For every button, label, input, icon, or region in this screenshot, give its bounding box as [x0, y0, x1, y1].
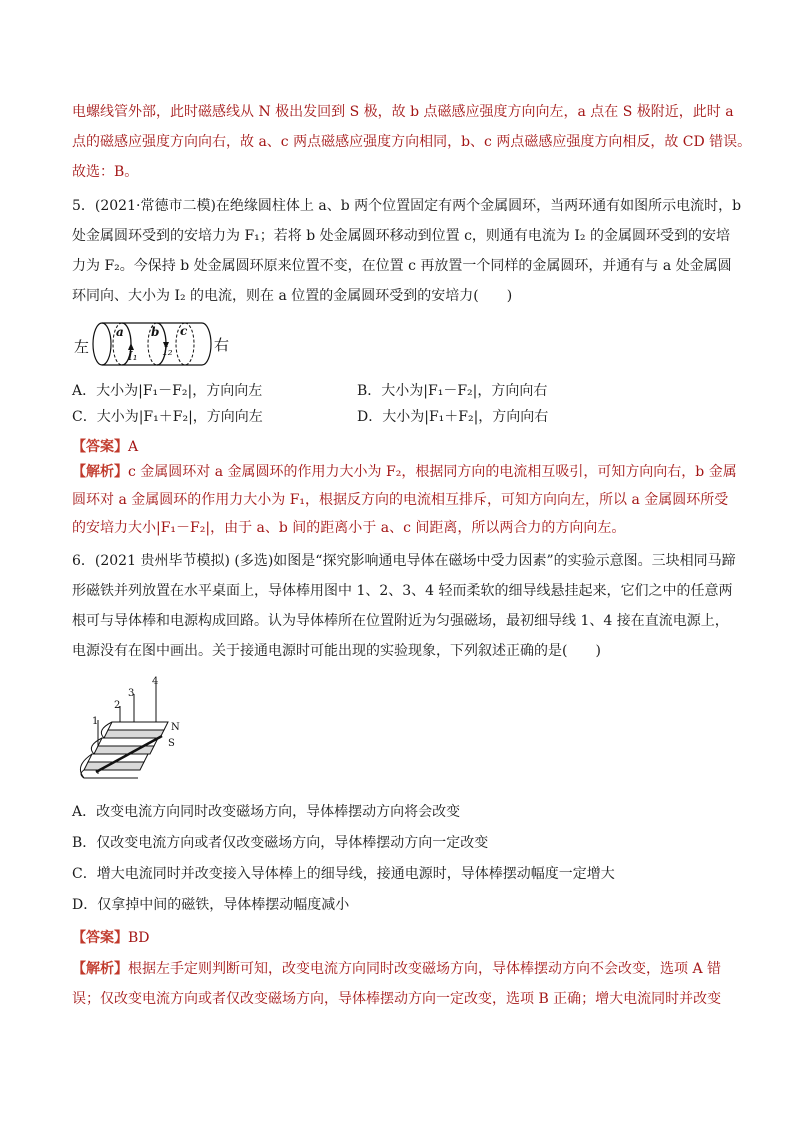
q6-analysis — [72, 954, 738, 1014]
q5-analysis — [72, 458, 738, 542]
q5-stem-line: 力为 F₂。今保持 b 处金属圆环原来位置不变，在位置 c 再放置一个同样的金属圆环，并通有与 a 处金属圆 — [72, 258, 732, 274]
wire-3-label: 3 — [128, 688, 135, 699]
q5-left-label: 左 — [74, 338, 90, 356]
ring-b-current-label: I₂ — [163, 344, 173, 358]
q5-stem-line: 处金属圆环受到的安培力为 F₁；若将 b 处金属圆环移动到位置 c，则通有电流为 I₂ 的金属圆环受到的安培 — [72, 228, 730, 244]
q6-stem-line: 6．(2021 贵州毕节模拟) (多选)如图是“探究影响通电导体在磁场中受力因素”的实验示意图。三块相同马蹄 — [72, 553, 736, 569]
pole-n-label: N — [171, 722, 180, 733]
q6-stem-line: 电源没有在图中画出。关于接通电源时可能出现的实验现象，下列叙述正确的是( ) — [72, 643, 601, 659]
ring-c-label: c — [180, 324, 188, 338]
q6-stem-line: 根可与导体棒和电源构成回路。认为导体棒所在位置附近为匀强磁场，最初细导线 1、4 接在直流电源上， — [72, 613, 729, 629]
q6-magnet-figure — [72, 676, 202, 788]
q5-right-label: 右 — [214, 336, 230, 354]
prev-explanation — [72, 97, 752, 187]
q5-stem — [72, 191, 742, 311]
wire-4-label: 4 — [152, 676, 159, 687]
q6-answer — [72, 923, 738, 953]
q6-answer-value: BD — [128, 930, 150, 946]
prev-explanation-line: 故选：B。 — [72, 164, 139, 180]
cylinder-right-end — [202, 323, 211, 365]
ring-b-label: b — [151, 325, 160, 339]
prev-explanation-line: 电螺线管外部，此时磁感线从 N 极出发回到 S 极，故 b 点磁感应强度方向向左，a 点在 S 极附近，此时 a — [72, 104, 734, 120]
q6-analysis-line: 根据左手定则判断可知，改变电流方向同时改变磁场方向，导体棒摆动方向不会改变，选项 A 错 — [128, 961, 722, 977]
q5-analysis-line: c 金属圆环对 a 金属圆环的作用力大小为 F₂，根据同方向的电流相互吸引，可知方向向右，b 金属 — [128, 464, 737, 480]
ring-a-label: a — [116, 325, 124, 339]
magnet-front — [80, 754, 148, 778]
magnet-back — [101, 722, 168, 738]
q6-analysis-label: 【解析】 — [72, 961, 128, 977]
q5-analysis-line: 圆环对 a 金属圆环的作用力大小为 F₁，根据反方向的电流相互排斥，可知方向向左，所以 a 金属圆环所受 — [72, 492, 729, 508]
q6-option-b[interactable]: B．仅改变电流方向或者仅改变磁场方向，导体棒摆动方向一定改变 — [72, 835, 489, 851]
q5-stem-line: 5．(2021·常德市二模)在绝缘圆柱体上 a、b 两个位置固定有两个金属圆环，当两环通有如图所示电流时，b — [72, 198, 742, 214]
q5-answer-value: A — [128, 439, 139, 455]
q5-option-a[interactable]: A．大小为|F₁－F₂|，方向向左 — [72, 383, 263, 399]
q6-option-a[interactable]: A．改变电流方向同时改变磁场方向，导体棒摆动方向将会改变 — [72, 804, 461, 820]
q6-stem-line: 形磁铁并列放置在水平桌面上，导体棒用图中 1、2、3、4 轻而柔软的细导线悬挂起来，它们之中的任意两 — [72, 583, 733, 599]
q5-option-c[interactable]: C．大小为|F₁＋F₂|，方向向左 — [72, 409, 263, 425]
magnet-middle — [91, 738, 158, 754]
prev-explanation-line: 点的磁感应强度方向向右，故 a、c 两点磁感应强度方向相同，b、c 两点磁感应强度方向相反，故 CD 错误。 — [72, 134, 752, 150]
pole-s-label: S — [168, 738, 175, 749]
wire-1-label: 1 — [92, 716, 99, 727]
q6-answer-label: 【答案】 — [72, 930, 128, 946]
q5-analysis-label: 【解析】 — [72, 464, 128, 480]
q5-options-row-1 — [72, 378, 738, 404]
q5-analysis-line: 的安培力大小|F₁－F₂|，由于 a、b 间的距离小于 a、c 间距离，所以两合力的方向向左。 — [72, 520, 626, 536]
q5-cylinder-figure — [72, 313, 242, 375]
q6-analysis-line: 误；仅改变电流方向或者仅改变磁场方向，导体棒摆动方向一定改变，选项 B 正确；增大电流同时并改变 — [72, 991, 722, 1007]
cylinder-left-end — [93, 323, 111, 365]
ring-a-current-label: I₁ — [128, 349, 138, 363]
q5-option-d[interactable]: D．大小为|F₁＋F₂|，方向向右 — [357, 409, 549, 425]
q6-stem — [72, 546, 738, 666]
q6-options — [72, 797, 738, 921]
q6-option-d[interactable]: D．仅拿掉中间的磁铁，导体棒摆动幅度减小 — [72, 897, 350, 913]
q5-option-b[interactable]: B．大小为|F₁－F₂|，方向向右 — [357, 383, 548, 399]
q6-option-c[interactable]: C．增大电流同时并改变接入导体棒上的细导线，接通电源时，导体棒摆动幅度一定增大 — [72, 866, 615, 882]
q5-options-row-2 — [72, 404, 738, 430]
q5-answer-label: 【答案】 — [72, 439, 128, 455]
wire-2-label: 2 — [114, 700, 121, 711]
q5-stem-line: 环同向、大小为 I₂ 的电流，则在 a 位置的金属圆环受到的安培力( ) — [72, 288, 513, 304]
